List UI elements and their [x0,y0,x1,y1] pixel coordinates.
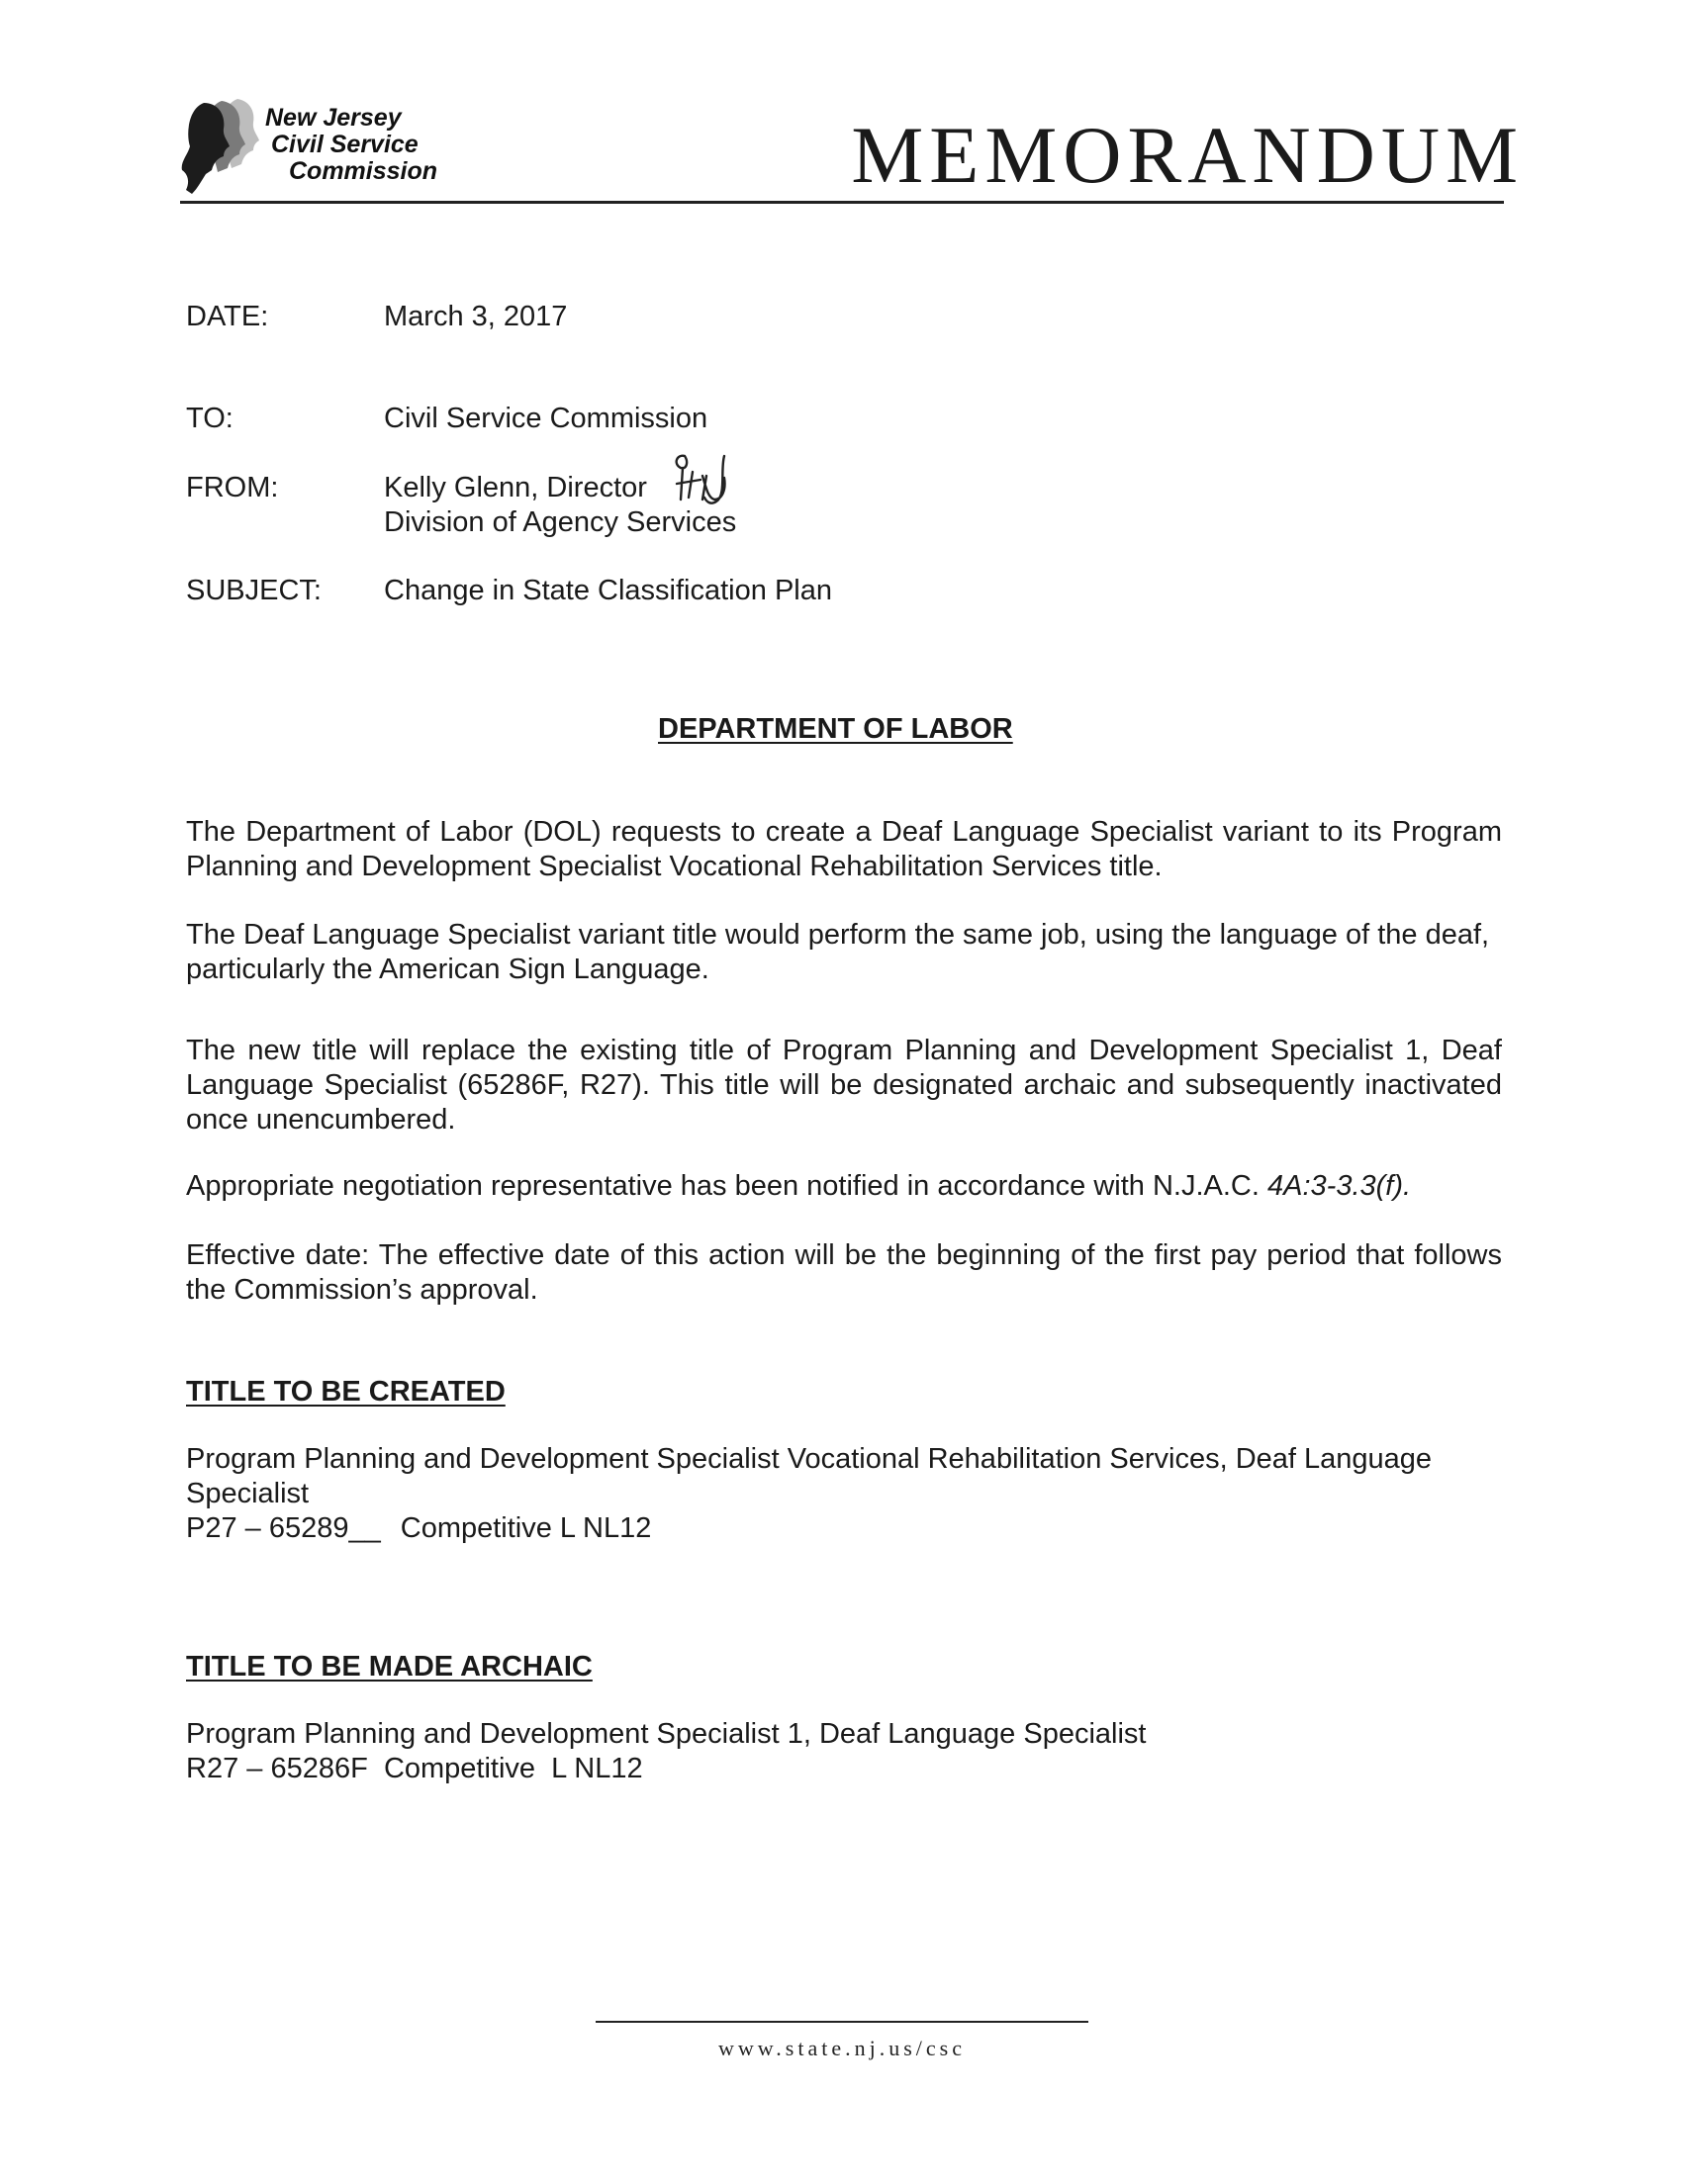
negotiation-text: Appropriate negotiation representative has been notified in accordance with N.J.A.C. [186,1170,1260,1202]
created-code: P27 – 65289__ [186,1512,381,1544]
archaic-code: R27 – 65286F [186,1753,368,1784]
archaic-heading: TITLE TO BE MADE ARCHAIC [186,1651,593,1683]
date-label: DATE: [186,301,269,332]
nj-csc-logo [178,91,475,200]
from-value-name: Kelly Glenn, Director [384,472,647,503]
department-heading: DEPARTMENT OF LABOR [658,713,1013,745]
archaic-class: Competitive L NL12 [383,1753,643,1784]
paragraph-variant-duties: The Deaf Language Specialist variant title would perform the same job, using the language of the deaf, particularly the American Sign Language. [186,919,1490,985]
footer-rule [596,2021,1088,2023]
memo-title: MEMORANDUM [851,110,1524,200]
paragraph-effective-date: Effective date: The effective date of this action will be the beginning of the first pay period that follows the Commission’s approval. [186,1239,1502,1306]
to-label: TO: [186,403,234,434]
logo-line-2: Civil Service [271,131,419,158]
header-rule [180,201,1504,204]
created-title-text: Program Planning and Development Specialist Vocational Rehabilitation Services, Deaf Language Specialist [186,1443,1433,1509]
logo-line-3: Commission [289,157,438,185]
paragraph-request: The Department of Labor (DOL) requests to create a Deaf Language Specialist variant to its Program Planning and Development Specialist Vocational Rehabilitation Services title. [186,816,1502,882]
paragraph-replacement: The new title will replace the existing title of Program Planning and Development Specialist 1, Deaf Language Specialist (65286F, R27). This title will be designated archaic and subsequently inactivated once unencumbered. [186,1035,1502,1136]
created-code-line [186,1511,651,1546]
from-value-division: Division of Agency Services [384,506,737,538]
negotiation-citation: 4A:3-3.3(f). [1267,1170,1412,1202]
created-class: Competitive L NL12 [400,1512,652,1544]
logo-wordmark [265,105,437,185]
footer-url: www.state.nj.us/csc [718,2036,966,2060]
logo-line-1: New Jersey [265,104,402,132]
subject-label: SUBJECT: [186,575,322,606]
signature-initials [663,450,772,509]
paragraph-negotiation [186,1169,1411,1204]
archaic-code-line [186,1752,643,1786]
to-value: Civil Service Commission [384,403,708,434]
archaic-title-text: Program Planning and Development Specialist 1, Deaf Language Specialist [186,1718,1147,1750]
subject-value: Change in State Classification Plan [384,575,832,606]
created-heading: TITLE TO BE CREATED [186,1376,506,1408]
date-value: March 3, 2017 [384,301,568,332]
from-label: FROM: [186,472,279,503]
logo-profiles-icon [178,91,267,200]
